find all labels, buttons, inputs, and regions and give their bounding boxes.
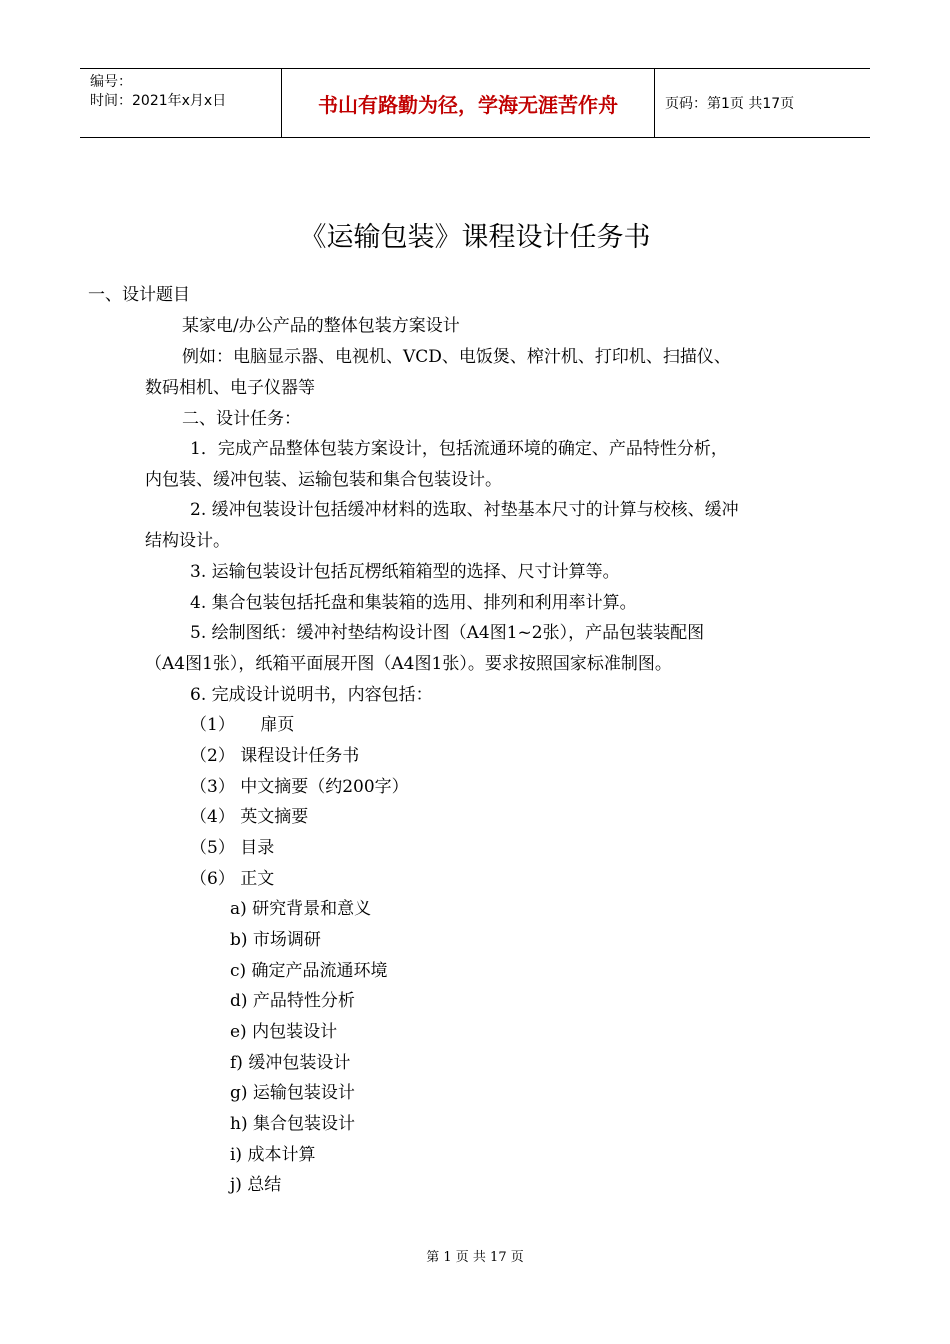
number-label: 编号： (90, 74, 132, 90)
sub-list-item: d) 产品特性分析 (230, 991, 355, 1011)
paragraph-line: 3. 运输包装设计包括瓦楞纸箱箱型的选择、尺寸计算等。 (190, 562, 620, 582)
section-heading-1: 一、设计题目 (88, 285, 190, 305)
document-title: 《运输包装》课程设计任务书 (299, 222, 651, 253)
paragraph-line: （A4图1张），纸箱平面展开图（A4图1张）。要求按照国家标准制图。 (145, 654, 672, 674)
paragraph-line: 5. 绘制图纸：缓冲衬垫结构设计图（A4图1~2张），产品包装装配图 (190, 623, 705, 643)
time-label: 时间：2021年x月x日 (90, 93, 227, 109)
paragraph-line: 4. 集合包装包括托盘和集装箱的选用、排列和利用率计算。 (190, 593, 637, 613)
header-motto: 书山有路勤为径，学海无涯苦作舟 (282, 69, 655, 137)
paragraph-line: 数码相机、电子仪器等 (145, 378, 315, 398)
sub-list-item: a) 研究背景和意义 (230, 899, 372, 919)
list-item: （4） 英文摘要 (190, 807, 309, 827)
sub-list-item: c) 确定产品流通环境 (230, 961, 388, 981)
header-page-info: 页码：第1页 共17页 (665, 96, 795, 112)
sub-list-item: f) 缓冲包装设计 (230, 1053, 351, 1073)
header-meta (80, 69, 282, 137)
page-footer: 第 1 页 共 17 页 (426, 1250, 524, 1265)
paragraph-line: 某家电/办公产品的整体包装方案设计 (182, 316, 460, 336)
list-item: （6） 正文 (190, 869, 275, 889)
section-heading-2: 二、设计任务： (182, 409, 301, 429)
list-item: （3） 中文摘要（约200字） (190, 777, 409, 797)
sub-list-item: h) 集合包装设计 (230, 1114, 355, 1134)
list-item: （2） 课程设计任务书 (190, 746, 360, 766)
paragraph-line: 2. 缓冲包装设计包括缓冲材料的选取、衬垫基本尺寸的计算与校核、缓冲 (190, 500, 739, 520)
page-header (80, 68, 870, 138)
paragraph-line: 1．完成产品整体包装方案设计，包括流通环境的确定、产品特性分析， (190, 439, 728, 459)
sub-list-item: e) 内包装设计 (230, 1022, 338, 1042)
sub-list-item: g) 运输包装设计 (230, 1083, 355, 1103)
paragraph-line: 例如：电脑显示器、电视机、VCD、电饭煲、榨汁机、打印机、扫描仪、 (182, 347, 731, 367)
sub-list-item: i) 成本计算 (230, 1145, 316, 1165)
list-item: （5） 目录 (190, 838, 275, 858)
paragraph-line: 结构设计。 (145, 531, 230, 551)
paragraph-line: 内包装、缓冲包装、运输包装和集合包装设计。 (145, 470, 502, 490)
sub-list-item: b) 市场调研 (230, 930, 321, 950)
paragraph-line: 6. 完成设计说明书，内容包括： (190, 685, 433, 705)
sub-list-item: j) 总结 (230, 1175, 282, 1195)
list-item: （1） 扉页 (190, 715, 295, 735)
